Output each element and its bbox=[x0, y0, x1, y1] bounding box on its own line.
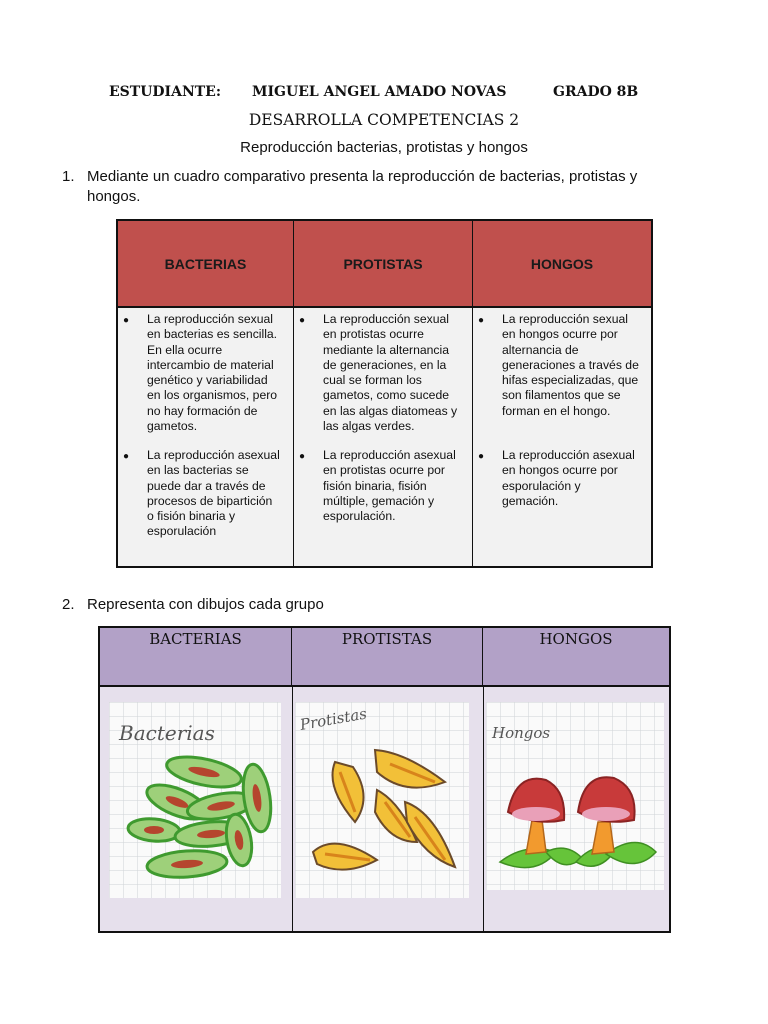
cell-text-line: La reproducción sexual bbox=[502, 312, 629, 326]
cell-text-line: forman en el hongo. bbox=[502, 403, 611, 418]
bullet-icon: ● bbox=[299, 315, 306, 326]
table1-cell-protistas bbox=[294, 306, 473, 566]
column-divider bbox=[292, 687, 293, 931]
student-label: ESTUDIANTE: bbox=[109, 84, 222, 100]
table1-cell-hongos bbox=[473, 306, 651, 566]
bacterias-sexual-text bbox=[147, 312, 287, 434]
cell-text-line: en hongos ocurre por bbox=[502, 327, 618, 342]
page-title: DESARROLLA COMPETENCIAS 2 bbox=[248, 111, 520, 129]
cell-text-line: no hay formación de bbox=[147, 403, 258, 418]
cell-text-line: esporulación. bbox=[323, 509, 396, 524]
cell-text-line: genético y variabilidad bbox=[147, 373, 268, 388]
cell-text-line: múltiple, gemación y bbox=[323, 493, 435, 508]
cell-text-line: La reproducción asexual bbox=[502, 448, 635, 462]
cell-text-line: La reproducción asexual bbox=[323, 448, 456, 462]
cell-text-line: las algas verdes. bbox=[323, 419, 415, 434]
cell-text-line: cual se forman los bbox=[323, 373, 422, 388]
cell-text-line: en hongos ocurre por bbox=[502, 463, 618, 478]
cell-text-line: en bacterias es sencilla. bbox=[147, 327, 278, 342]
table2-header-hongos: HONGOS bbox=[483, 628, 669, 687]
question-1-number: 1. bbox=[62, 168, 75, 185]
cell-text-line: puede dar a través de bbox=[147, 478, 266, 493]
table1-header-bacterias: BACTERIAS bbox=[118, 221, 294, 306]
comparison-table bbox=[116, 219, 653, 568]
bacterias-sketch bbox=[109, 702, 281, 898]
cell-text-line: en los organismos, pero bbox=[147, 388, 278, 403]
cell-text-line: alternancia de bbox=[502, 342, 579, 357]
question-2-number: 2. bbox=[62, 596, 75, 613]
bacterias-asexual-text bbox=[147, 448, 287, 540]
question-2 bbox=[62, 595, 682, 615]
table1-header-protistas: PROTISTAS bbox=[294, 221, 473, 306]
protistas-sexual-text bbox=[323, 312, 466, 434]
bullet-icon: ● bbox=[478, 315, 485, 326]
bullet-icon: ● bbox=[299, 451, 306, 462]
cell-text-line: en protistas ocurre bbox=[323, 327, 424, 342]
hongos-sexual-text bbox=[502, 312, 646, 419]
table1-cell-bacterias bbox=[118, 306, 294, 566]
cell-text-line: intercambio de material bbox=[147, 357, 274, 372]
question-1-line-1: Mediante un cuadro comparativo presenta la reproducción de bacterias, protistas y bbox=[87, 168, 638, 185]
cell-text-line: generaciones a través de bbox=[502, 357, 639, 372]
cell-text-line: de generaciones, en la bbox=[323, 357, 447, 372]
table2-header-protistas: PROTISTAS bbox=[292, 628, 483, 687]
drawings-table bbox=[98, 626, 671, 933]
question-1-line-2: hongos. bbox=[87, 188, 141, 205]
column-divider bbox=[483, 687, 484, 931]
cell-text-line: La reproducción sexual bbox=[147, 312, 274, 326]
cell-text-line: procesos de bipartición bbox=[147, 493, 273, 508]
protistas-handwritten-label: Protistas bbox=[298, 704, 369, 734]
question-2-text: Representa con dibujos cada grupo bbox=[87, 596, 324, 613]
cell-text-line: En ella ocurre bbox=[147, 342, 223, 357]
protistas-sketch bbox=[295, 702, 469, 898]
table2-header-bacterias: BACTERIAS bbox=[100, 628, 292, 687]
cell-text-line: son filamentos que se bbox=[502, 388, 621, 403]
cell-text-line: o fisión binaria y bbox=[147, 509, 236, 524]
protistas-asexual-text bbox=[323, 448, 466, 524]
cell-text-line: gemación. bbox=[502, 493, 559, 508]
bullet-icon: ● bbox=[478, 451, 485, 462]
bullet-icon: ● bbox=[123, 315, 130, 326]
hongos-drawing bbox=[486, 702, 664, 890]
cell-text-line: esporulación y bbox=[502, 478, 581, 493]
hongos-sketch bbox=[486, 702, 664, 890]
cell-text-line: esporulación bbox=[147, 524, 217, 539]
protistas-drawing bbox=[295, 702, 469, 898]
page-subtitle: Reproducción bacterias, protistas y hongos bbox=[240, 139, 528, 156]
bacterias-handwritten-label: Bacterias bbox=[119, 721, 215, 745]
cell-text-line: mediante la alternancia bbox=[323, 342, 450, 357]
student-name: MIGUEL ANGEL AMADO NOVAS bbox=[252, 84, 507, 100]
cell-text-line: gametos, como sucede bbox=[323, 388, 450, 403]
cell-text-line: gametos. bbox=[147, 419, 198, 434]
table1-header-hongos: HONGOS bbox=[473, 221, 651, 306]
cell-text-line: La reproducción sexual bbox=[323, 312, 450, 326]
cell-text-line: hifas especializadas, que bbox=[502, 373, 639, 388]
hongos-asexual-text bbox=[502, 448, 646, 509]
hongos-handwritten-label: Hongos bbox=[492, 724, 551, 742]
grade-label: GRADO 8B bbox=[553, 84, 639, 100]
student-header bbox=[0, 84, 768, 104]
cell-text-line: fisión binaria, fisión bbox=[323, 478, 427, 493]
bacterias-drawing bbox=[109, 702, 281, 898]
cell-text-line: en las bacterias se bbox=[147, 463, 249, 478]
cell-text-line: en protistas ocurre por bbox=[323, 463, 445, 478]
question-1 bbox=[62, 167, 682, 207]
cell-text-line: en las algas diatomeas y bbox=[323, 403, 458, 418]
cell-text-line: La reproducción asexual bbox=[147, 448, 280, 462]
bullet-icon: ● bbox=[123, 451, 130, 462]
